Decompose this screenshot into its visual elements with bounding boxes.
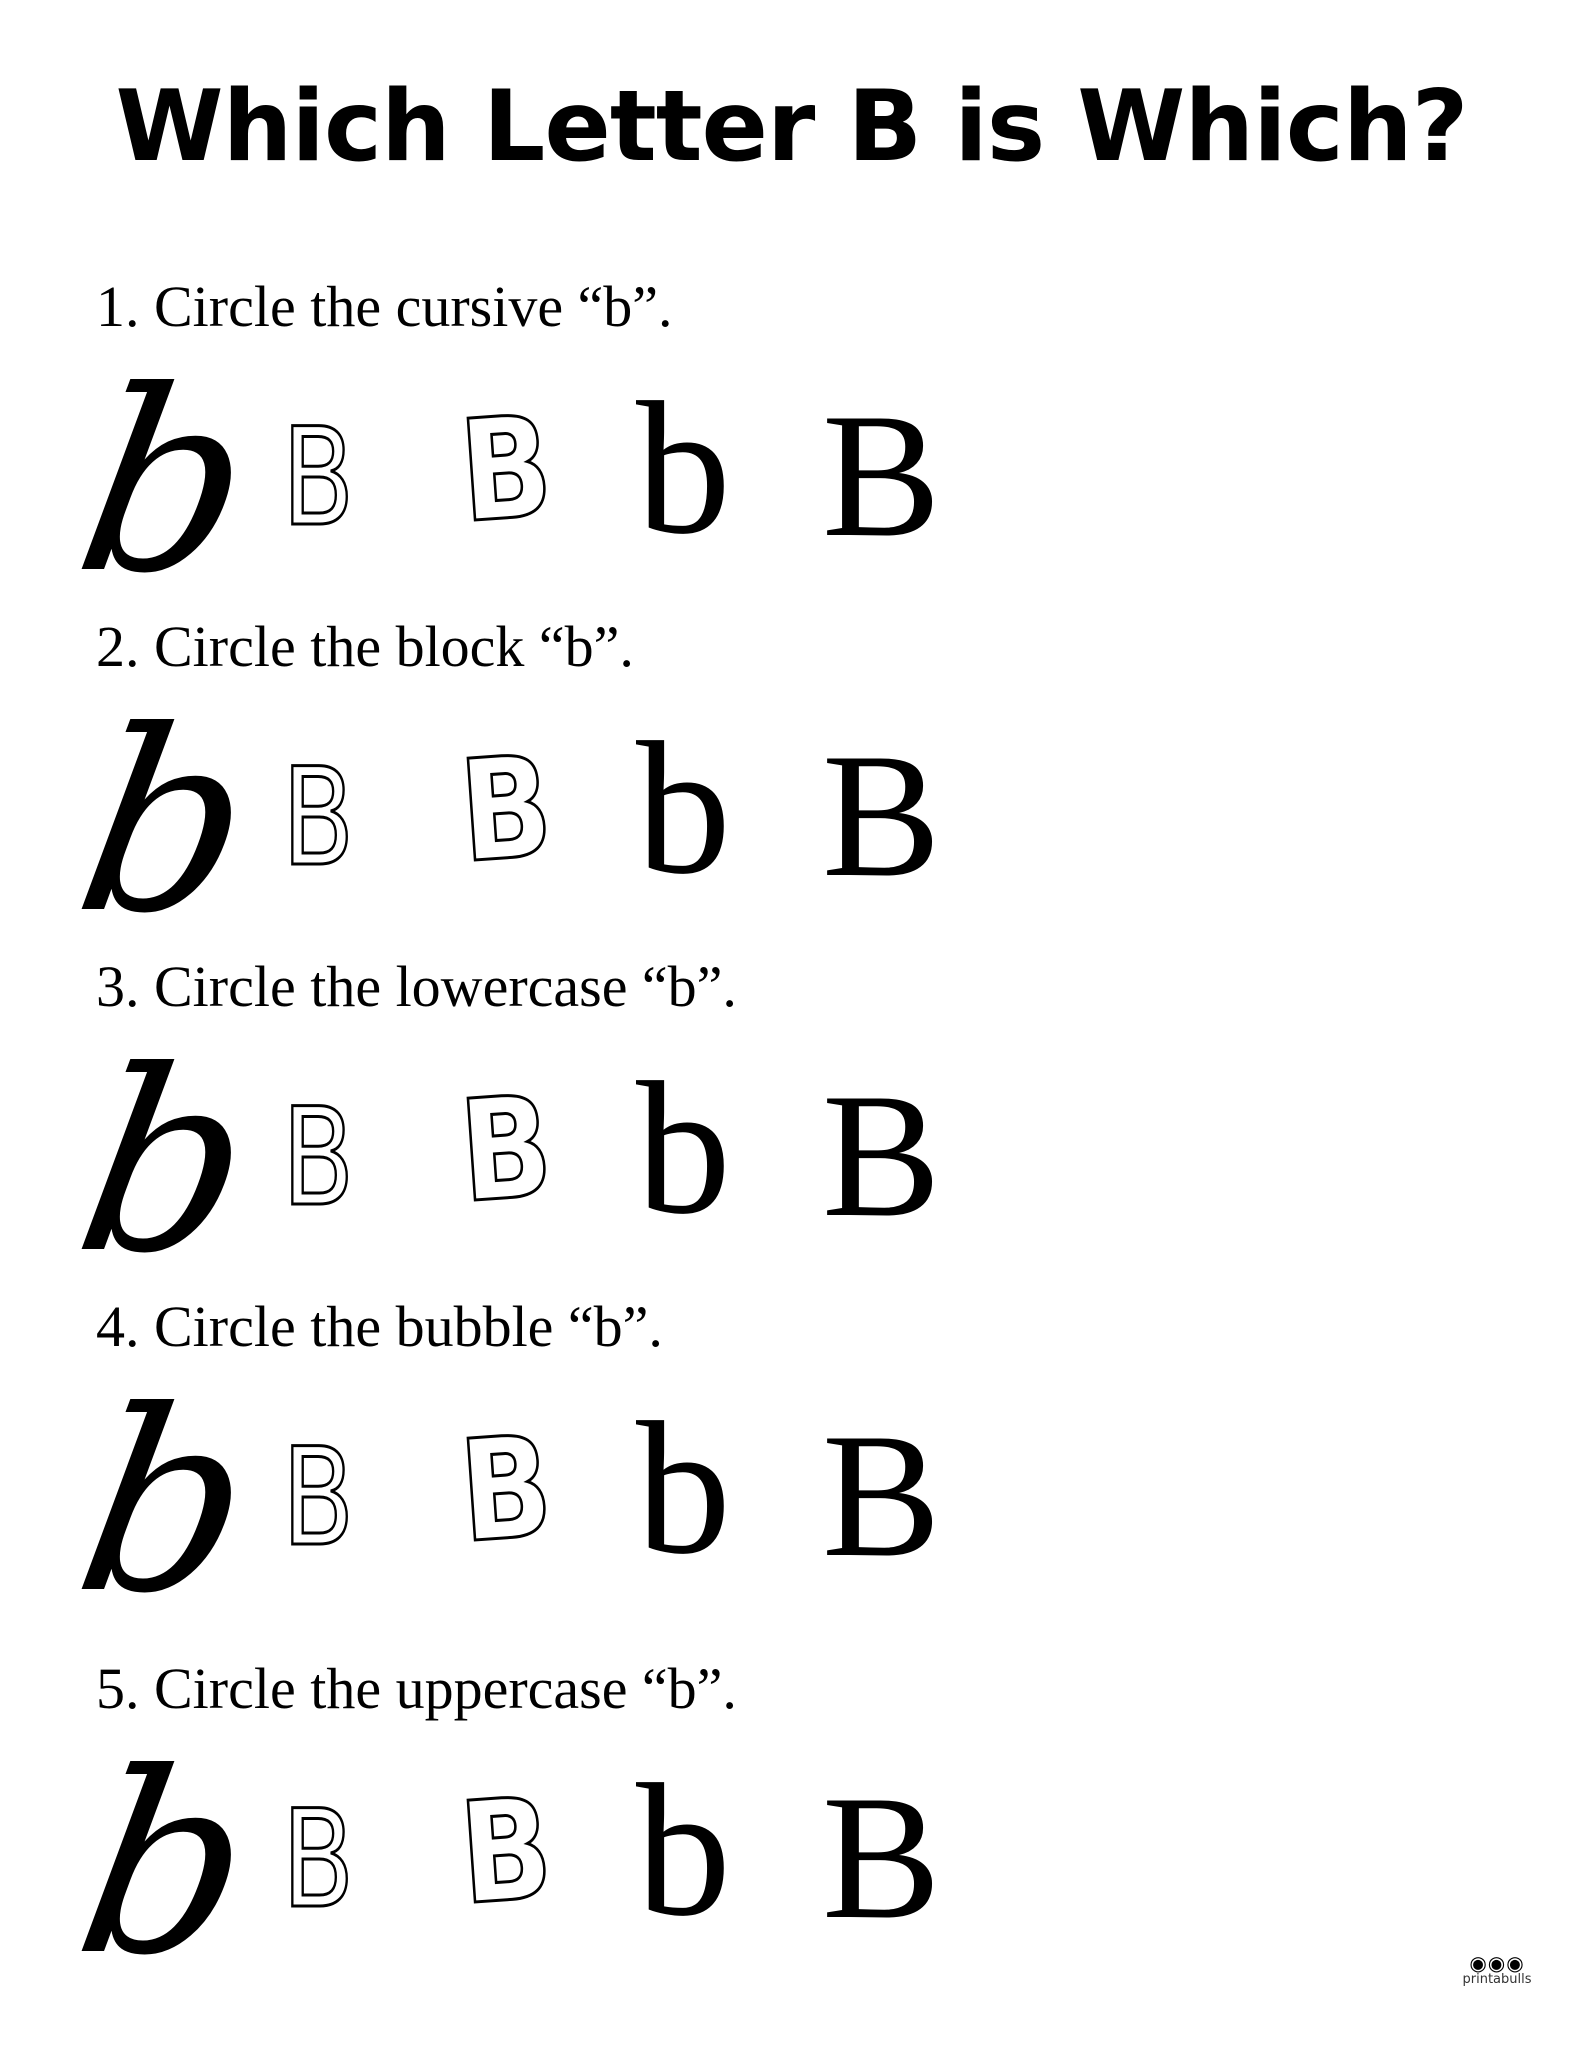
letter-options — [0, 274, 1000, 628]
option-bubble-b[interactable]: B — [455, 385, 558, 555]
option-uppercase-b[interactable]: B — [822, 1056, 941, 1254]
option-lowercase-b[interactable]: b — [636, 1044, 731, 1254]
option-cursive-b[interactable]: b — [60, 1719, 272, 2010]
option-bubble-b[interactable]: B — [455, 1065, 558, 1235]
option-bubble-b[interactable]: B — [455, 1405, 558, 1575]
option-cursive-b[interactable]: b — [60, 337, 272, 628]
letter-options — [0, 954, 1000, 1308]
option-block-b[interactable]: B — [282, 1781, 355, 1938]
option-bubble-b[interactable]: B — [455, 725, 558, 895]
question-4 — [0, 1294, 1583, 1648]
question-3 — [0, 954, 1583, 1308]
printabulls-logo — [1452, 1953, 1542, 1986]
option-lowercase-b[interactable]: b — [636, 1746, 731, 1956]
option-bubble-b[interactable]: B — [455, 1767, 558, 1937]
option-lowercase-b[interactable]: b — [636, 364, 731, 574]
bull-heads-icon: ◉◉◉ — [1469, 1951, 1525, 1975]
option-block-b[interactable]: B — [282, 1079, 355, 1236]
page-title: Which Letter B is Which? — [115, 70, 1468, 184]
option-uppercase-b[interactable]: B — [822, 716, 941, 914]
question-prompt: 5. Circle the uppercase “b”. — [96, 1656, 737, 1721]
question-5 — [0, 1656, 1583, 2010]
question-prompt: 3. Circle the lowercase “b”. — [96, 954, 737, 1019]
question-prompt: 1. Circle the cursive “b”. — [96, 274, 673, 339]
option-uppercase-b[interactable]: B — [822, 1758, 941, 1956]
option-cursive-b[interactable]: b — [60, 1017, 272, 1308]
letter-options — [0, 1656, 1000, 2010]
option-lowercase-b[interactable]: b — [636, 704, 731, 914]
letter-options — [0, 614, 1000, 968]
logo-text: printabulls — [1462, 1972, 1532, 1987]
option-uppercase-b[interactable]: B — [822, 1396, 941, 1594]
question-prompt: 2. Circle the block “b”. — [96, 614, 634, 679]
option-cursive-b[interactable]: b — [60, 677, 272, 968]
question-prompt: 4. Circle the bubble “b”. — [96, 1294, 663, 1359]
letter-options — [0, 1294, 1000, 1648]
option-uppercase-b[interactable]: B — [822, 376, 941, 574]
option-lowercase-b[interactable]: b — [636, 1384, 731, 1594]
option-cursive-b[interactable]: b — [60, 1357, 272, 1648]
option-block-b[interactable]: B — [282, 739, 355, 896]
question-2 — [0, 614, 1583, 968]
question-1 — [0, 274, 1583, 628]
option-block-b[interactable]: B — [282, 1419, 355, 1576]
option-block-b[interactable]: B — [282, 399, 355, 556]
